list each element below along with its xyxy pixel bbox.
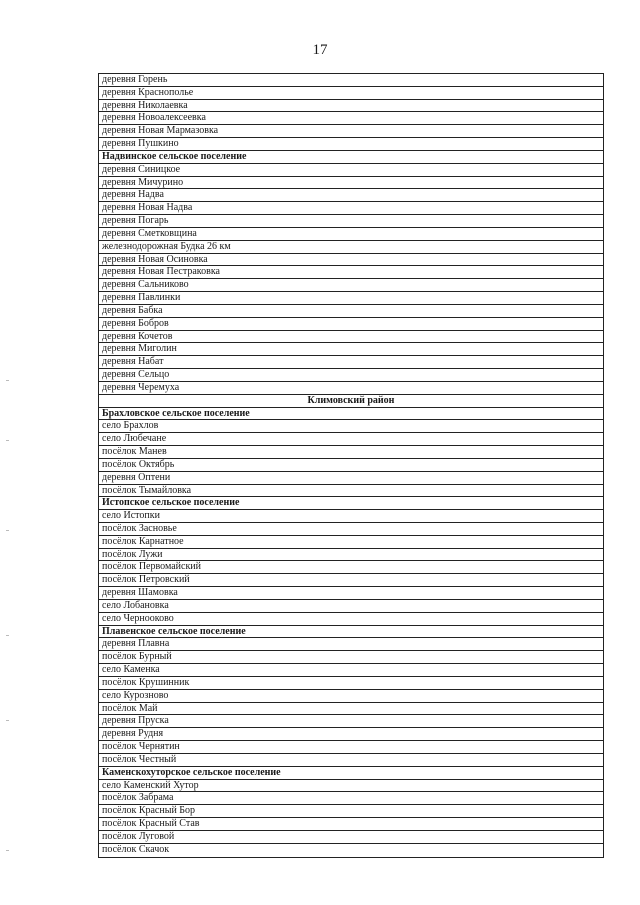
table-row: деревня Черемуха — [99, 382, 603, 395]
table-row: деревня Сальниково — [99, 279, 603, 292]
table-row: посёлок Красный Бор — [99, 805, 603, 818]
table-row: село Истопки — [99, 510, 603, 523]
table-row: посёлок Петровский — [99, 574, 603, 587]
district-header-row: Климовский район — [99, 395, 603, 408]
table-row: деревня Новоалексеевка — [99, 112, 603, 125]
table-row: деревня Новая Осиновка — [99, 254, 603, 267]
table-row: посёлок Скачок — [102, 843, 170, 855]
table-row: посёлок Красный Став — [99, 818, 603, 831]
table-row: деревня Новая Мармазовка — [99, 125, 603, 138]
table-row: село Курозново — [99, 690, 603, 703]
settlement-header-row: Надвинское сельское поселение — [99, 151, 603, 164]
table-row: посёлок Крушинник — [99, 677, 603, 690]
table-row: посёлок Карнатное — [99, 536, 603, 549]
table-row: посёлок Луговой — [99, 831, 603, 844]
table-row: деревня Оптени — [99, 472, 603, 485]
settlement-header-row: Плавенское сельское поселение — [99, 626, 603, 639]
table-row: село Любечане — [99, 433, 603, 446]
table-row: железнодорожная Будка 26 км — [99, 241, 603, 254]
table-row: деревня Николаевка — [99, 100, 603, 113]
table-row: деревня Плавна — [99, 638, 603, 651]
table-row: деревня Горень — [99, 74, 603, 87]
table-row: село Лобановка — [99, 600, 603, 613]
table-row: деревня Бабка — [99, 305, 603, 318]
table-row: деревня Новая Пестраковка — [99, 266, 603, 279]
table-row: деревня Новая Надва — [99, 202, 603, 215]
table-row: деревня Павлинки — [99, 292, 603, 305]
table-row: деревня Миголин — [99, 343, 603, 356]
table-row: село Чернооково — [99, 613, 603, 626]
table-row: деревня Надва — [99, 189, 603, 202]
table-row: деревня Мичурино — [99, 177, 603, 190]
table-row: посёлок Май — [99, 703, 603, 716]
table-row: деревня Набат — [99, 356, 603, 369]
page-number: 17 — [312, 42, 328, 58]
table-row: деревня Сельцо — [99, 369, 603, 382]
table-row: посёлок Честный — [99, 754, 603, 767]
settlement-header-row: Брахловское сельское поселение — [99, 408, 603, 421]
settlements-table — [98, 73, 604, 858]
table-row: посёлок Манев — [99, 446, 603, 459]
settlement-header-row: Истопское сельское поселение — [99, 497, 603, 510]
table-row: село Брахлов — [99, 420, 603, 433]
table-row: деревня Шамовка — [99, 587, 603, 600]
table-row: посёлок Бурный — [99, 651, 603, 664]
table-row: посёлок Забрама — [99, 792, 603, 805]
table-row: село Каменка — [99, 664, 603, 677]
table-row: деревня Пушкино — [99, 138, 603, 151]
table-row: деревня Кочетов — [99, 331, 603, 344]
table-row: деревня Синицкое — [99, 164, 603, 177]
table-row: посёлок Чернятин — [99, 741, 603, 754]
table-row: деревня Бобров — [99, 318, 603, 331]
table-row: село Каменский Хутор — [99, 780, 603, 793]
table-row: деревня Рудня — [99, 728, 603, 741]
settlement-header-row: Каменскохуторское сельское поселение — [99, 767, 603, 780]
scan-margin-marks — [6, 380, 12, 880]
table-row: посёлок Засновье — [99, 523, 603, 536]
table-row: посёлок Первомайский — [99, 561, 603, 574]
table-row: деревня Погарь — [99, 215, 603, 228]
table-row: деревня Краснополье — [99, 87, 603, 100]
table-row: деревня Сметковщина — [99, 228, 603, 241]
table-row: деревня Пруска — [99, 715, 603, 728]
table-row: посёлок Октябрь — [99, 459, 603, 472]
table-row: посёлок Тымайловка — [99, 485, 603, 498]
table-row: посёлок Лужи — [99, 549, 603, 562]
